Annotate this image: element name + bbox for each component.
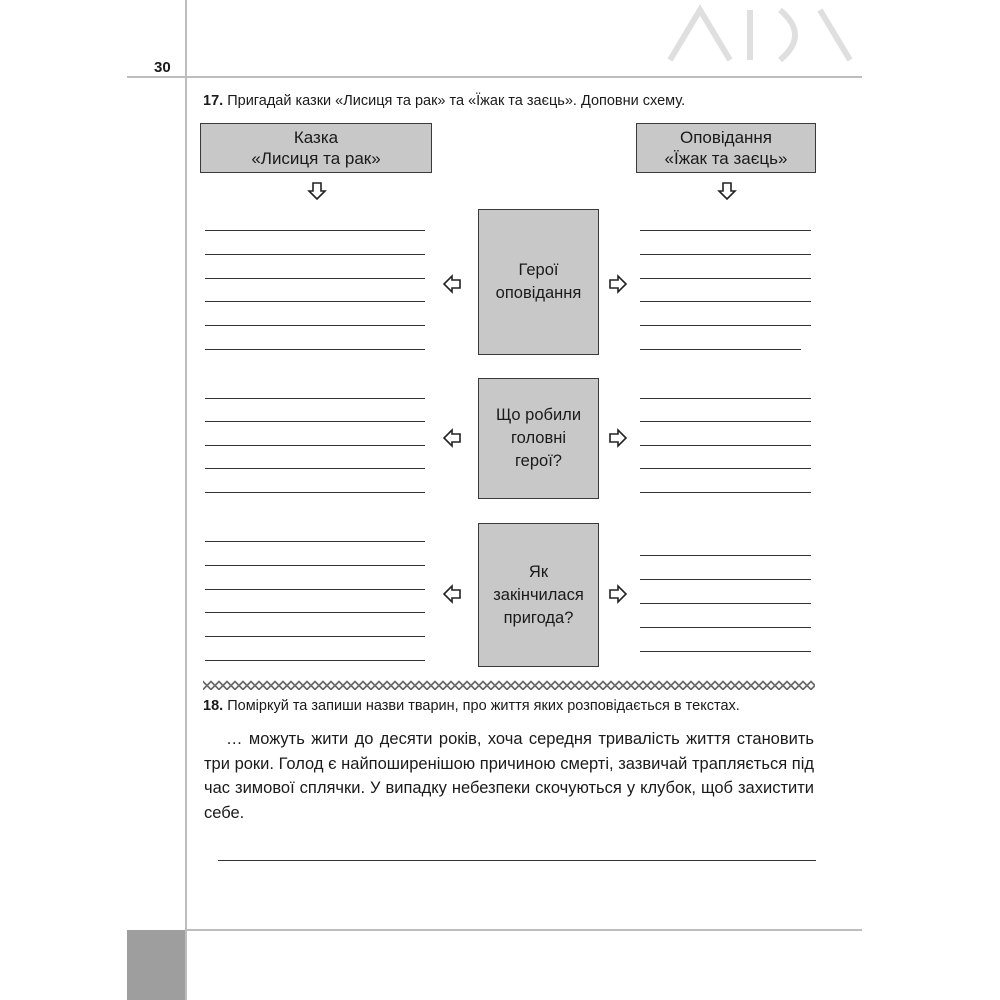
answer-line[interactable] [205,589,425,590]
footer-rule [185,929,862,931]
center-box-heroes [478,209,599,355]
task-18-paragraph-text: … можуть жити до десяти років, хоча середня тривалість життя становить три роки. Голод є найпоширенішою причиною смерті, зазвичай трапляється під час зимової сплячки. У випадку небезпеки скочуються у клубок, щоб захистити себе. [204,730,814,822]
answer-line[interactable] [640,492,811,493]
answer-line[interactable] [640,555,811,556]
answer-line[interactable] [640,398,811,399]
task-17-prompt [203,92,685,110]
answer-line[interactable] [640,325,811,326]
answer-line[interactable] [205,492,425,493]
right-header-line1: Оповідання [679,128,773,147]
answer-line[interactable] [205,445,425,446]
center-box-actions-label: Що робили головні герої? [495,406,582,470]
left-arrow-icon [442,274,462,294]
left-header-line2: «Лисиця та рак» [251,149,381,168]
faint-watermark-icon [660,0,860,70]
answer-line[interactable] [640,445,811,446]
answer-line[interactable] [205,398,425,399]
answer-line[interactable] [205,278,425,279]
answer-line[interactable] [205,468,425,469]
left-header-box [200,123,432,173]
center-box-ending-label: Як закінчилася пригода? [493,562,584,627]
down-arrow-icon [307,181,327,201]
answer-line[interactable] [640,603,811,604]
answer-line[interactable] [218,860,816,861]
right-arrow-icon [608,274,628,294]
answer-line[interactable] [640,651,811,652]
answer-line[interactable] [205,230,425,231]
right-header-box [636,123,816,173]
task-18-number: 18. [203,698,224,714]
answer-line[interactable] [205,301,425,302]
answer-line[interactable] [640,421,811,422]
answer-line[interactable] [205,660,425,661]
task-18-prompt [203,697,740,715]
answer-line[interactable] [205,254,425,255]
center-box-heroes-label: Герої оповідання [495,261,582,302]
right-arrow-icon [608,584,628,604]
margin-vertical-rule [185,0,187,1000]
answer-line[interactable] [640,278,811,279]
left-header-line1: Казка [293,128,339,147]
answer-line[interactable] [205,565,425,566]
left-arrow-icon [442,584,462,604]
center-box-ending [478,523,599,667]
answer-line[interactable] [640,579,811,580]
decorative-divider [203,680,815,690]
answer-line[interactable] [640,627,811,628]
answer-line[interactable] [205,541,425,542]
task-18-paragraph [204,727,814,825]
center-box-actions [478,378,599,499]
answer-line[interactable] [640,468,811,469]
answer-line[interactable] [205,612,425,613]
right-arrow-icon [608,428,628,448]
task-18-text: Поміркуй та запиши назви тварин, про життя яких розповідається в текстах. [227,698,740,714]
answer-line[interactable] [640,230,811,231]
left-arrow-icon [442,428,462,448]
answer-line[interactable] [640,349,801,350]
task-17-text: Пригадай казки «Лисиця та рак» та «Їжак та заєць». Доповни схему. [227,93,686,109]
task-17-number: 17. [203,93,224,109]
header-rule [127,76,862,78]
answer-line[interactable] [205,349,425,350]
right-header-line2: «Їжак та заєць» [664,149,788,168]
down-arrow-icon [717,181,737,201]
footer-gray-block [127,930,185,1000]
answer-line[interactable] [205,421,425,422]
answer-line[interactable] [205,636,425,637]
page-number: 30 [154,59,171,76]
answer-line[interactable] [640,301,811,302]
answer-line[interactable] [205,325,425,326]
answer-line[interactable] [640,254,811,255]
